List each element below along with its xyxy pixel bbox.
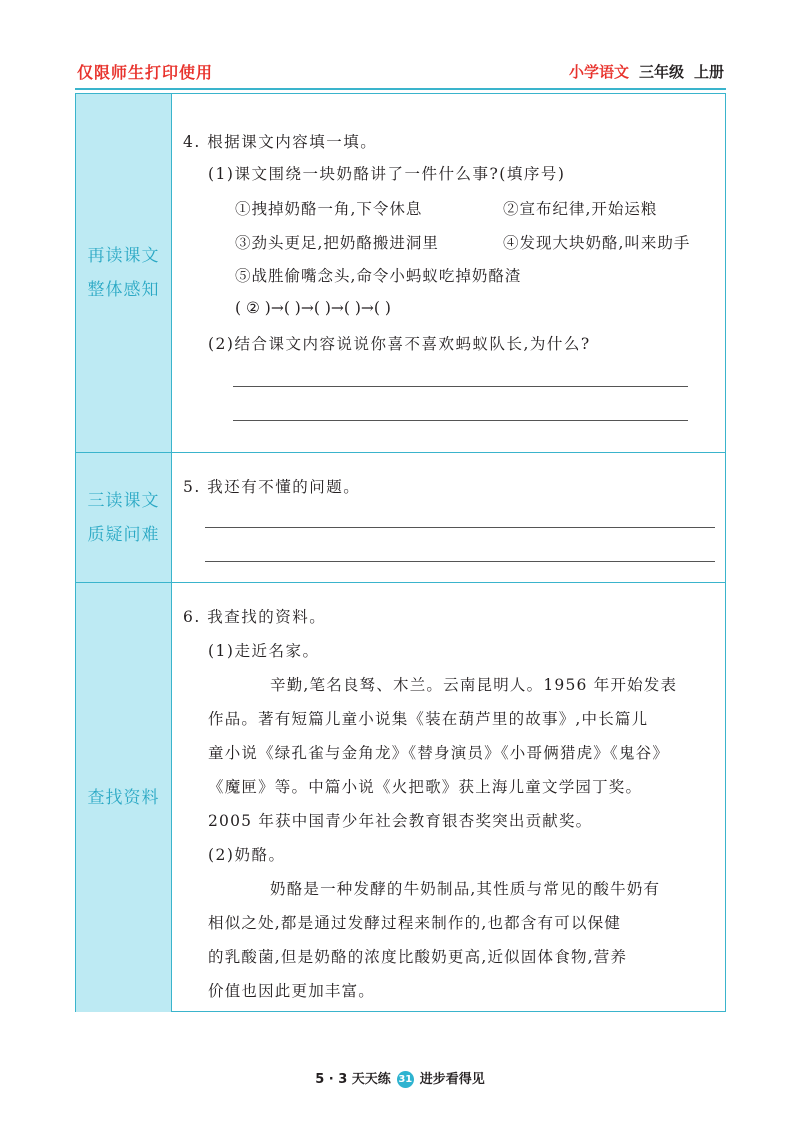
answer-line[interactable] (233, 420, 688, 421)
answer-line[interactable] (233, 386, 688, 387)
section-label (76, 583, 172, 1012)
option-1: ①拽掉奶酪一角,下令休息 (235, 200, 423, 218)
section-label-line2: 质疑问难 (87, 525, 160, 545)
cheese-paragraph-line: 价值也因此更加丰富。 (208, 982, 376, 1000)
answer-sequence: ( ② )→( )→( )→( )→( ) (235, 299, 391, 317)
section-label-line1: 再读课文 (87, 246, 160, 266)
section-content (173, 583, 725, 1012)
book-info (569, 61, 724, 82)
section-research (76, 582, 725, 1012)
footer-slogan: 进步看得见 (419, 1072, 485, 1087)
section-content (173, 94, 725, 452)
question-5-title: 5. 我还有不懂的问题。 (183, 478, 361, 496)
answer-line[interactable] (205, 561, 715, 562)
question-6-part-1: (1)走近名家。 (208, 642, 320, 660)
author-paragraph-line: 辛勤,笔名良驽、木兰。云南昆明人。1956 年开始发表 (270, 676, 678, 694)
print-notice: 仅限师生打印使用 (77, 63, 214, 82)
option-4: ④发现大块奶酪,叫来助手 (503, 234, 691, 252)
question-4-title: 4. 根据课文内容填一填。 (183, 133, 378, 151)
cheese-paragraph-line: 相似之处,都是通过发酵过程来制作的,也都含有可以保健 (208, 914, 622, 932)
question-6-part-2: (2)奶酪。 (208, 846, 286, 864)
author-paragraph-line: 作品。著有短篇儿童小说集《装在葫芦里的故事》,中长篇儿 (208, 710, 649, 728)
section-label-line1: 查找资料 (87, 787, 160, 808)
option-2: ②宣布纪律,开始运粮 (503, 200, 658, 218)
section-label-line1: 三读课文 (87, 491, 160, 511)
section-label (76, 453, 172, 583)
answer-line[interactable] (205, 527, 715, 528)
section-content (173, 453, 725, 583)
author-paragraph-line: 2005 年获中国青少年社会教育银杏奖突出贡献奖。 (208, 812, 593, 830)
section-label-line2: 整体感知 (87, 280, 160, 300)
worksheet-table (75, 93, 726, 1012)
section-label (76, 94, 172, 452)
cheese-paragraph-line: 的乳酸菌,但是奶酪的浓度比酸奶更高,近似固体食物,营养 (208, 948, 628, 966)
question-4-part-2: (2)结合课文内容说说你喜不喜欢蚂蚁队长,为什么? (208, 335, 591, 353)
option-5: ⑤战胜偷嘴念头,命令小蚂蚁吃掉奶酪渣 (235, 267, 522, 285)
question-6-title: 6. 我查找的资料。 (183, 608, 327, 626)
grade-label: 三年级 (638, 63, 684, 81)
author-paragraph-line: 《魔匣》等。中篇小说《火把歌》获上海儿童文学园丁奖。 (208, 778, 643, 796)
section-reread (76, 94, 725, 452)
author-paragraph-line: 童小说《绿孔雀与金角龙》《替身演员》《小哥俩猎虎》《鬼谷》 (208, 744, 670, 762)
header-divider (75, 88, 726, 90)
cheese-paragraph-line: 奶酪是一种发酵的牛奶制品,其性质与常见的酸牛奶有 (270, 880, 661, 898)
page-number: 31 (397, 1071, 414, 1088)
question-4-part-1: (1)课文围绕一块奶酪讲了一件什么事?(填序号) (208, 165, 566, 183)
subject-label: 小学语文 (568, 63, 629, 81)
option-3: ③劲头更足,把奶酪搬进洞里 (235, 234, 439, 252)
footer-brand: 5 · 3 天天练 (315, 1072, 391, 1087)
section-question (76, 452, 725, 583)
page-footer (0, 1068, 800, 1088)
volume-label: 上册 (693, 63, 724, 81)
